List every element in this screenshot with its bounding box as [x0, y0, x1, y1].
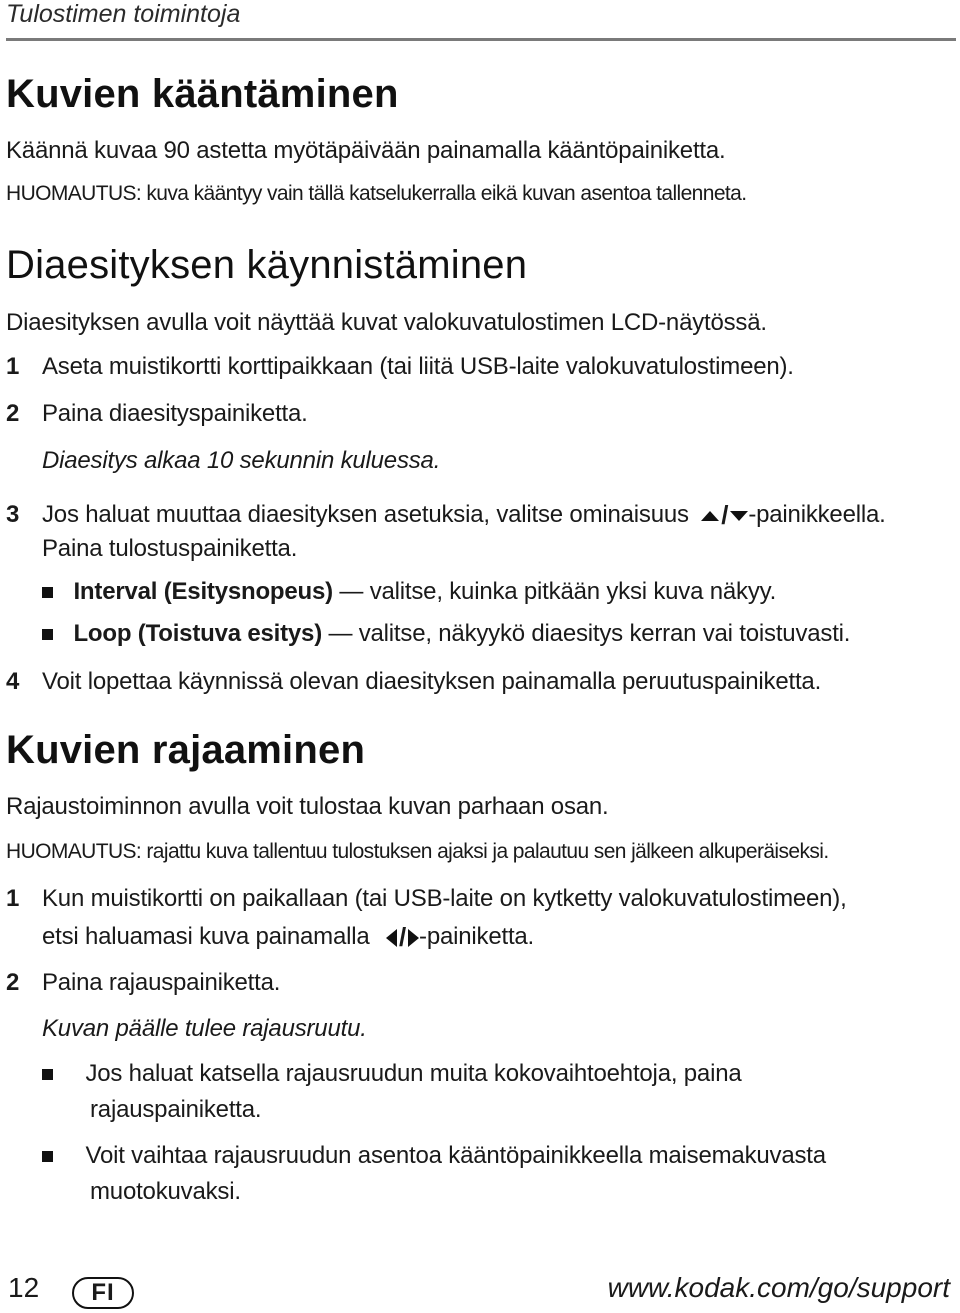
slash-separator: / [721, 500, 729, 530]
up-arrow-icon [701, 511, 719, 521]
slideshow-step-3-line2: Paina tulostuspainiketta. [42, 535, 298, 562]
rotate-intro: Käännä kuvaa 90 astetta myötäpäivään painamalla kääntöpainiketta. [6, 137, 726, 164]
bullet-text: — valitse, näkyykö diaesitys kerran vai toistuvasti. [321, 620, 851, 647]
step-text: Jos haluat muuttaa diaesityksen asetuksia, valitse ominaisuus [42, 500, 689, 528]
crop-step-2 [6, 969, 280, 997]
crop-bullet-size-line2: rajauspainiketta. [90, 1096, 262, 1123]
slideshow-bullet-interval [42, 578, 776, 606]
slideshow-step-2 [6, 400, 308, 428]
bullet-square-icon [42, 1069, 53, 1080]
slideshow-step-1 [6, 353, 794, 381]
slideshow-step-3 [6, 500, 886, 531]
crop-step-1 [6, 885, 847, 913]
step-number: 1 [6, 353, 20, 380]
step-text: Paina rajauspainiketta. [42, 969, 281, 996]
right-arrow-icon [408, 929, 419, 947]
bullet-text: Voit vaihtaa rajausruudun asentoa kääntöpainikkeella maisemakuvasta [85, 1142, 826, 1169]
step-text: etsi haluamasi kuva painamalla [42, 922, 370, 950]
slideshow-intro: Diaesityksen avulla voit näyttää kuvat valokuvatulostimen LCD-näytössä. [6, 309, 767, 336]
bullet-square-icon [42, 629, 53, 640]
step-text: Kun muistikortti on paikallaan (tai USB-laite on kytketty valokuvatulostimeen), [42, 885, 847, 912]
step-text: Aseta muistikortti korttipaikkaan (tai liitä USB-laite valokuvatulostimeen). [42, 353, 794, 380]
page-number: 12 [8, 1272, 40, 1303]
left-arrow-icon [386, 929, 397, 947]
heading-slideshow: Diaesityksen käynnistäminen [6, 243, 528, 287]
step-number: 1 [6, 885, 20, 912]
heading-crop: Kuvien rajaaminen [6, 728, 366, 772]
bullet-text: Jos haluat katsella rajausruudun muita kokovaihtoehtoja, paina [85, 1060, 742, 1087]
bullet-text: — valitse, kuinka pitkään yksi kuva näkyy. [332, 578, 777, 605]
down-arrow-icon [730, 511, 748, 521]
support-url: www.kodak.com/go/support [607, 1272, 950, 1303]
step-number: 3 [6, 500, 20, 528]
slash-separator: / [399, 922, 407, 952]
crop-note: HUOMAUTUS: rajattu kuva tallentuu tulostuksen ajaksi ja palautuu sen jälkeen alkuperäiseksi. [6, 840, 829, 863]
crop-intro: Rajaustoiminnon avulla voit tulostaa kuvan parhaan osan. [6, 793, 609, 820]
step-text-suffix: -painikkeella. [748, 500, 886, 528]
rotate-note: HUOMAUTUS: kuva kääntyy vain tällä katselukerralla eikä kuvan asentoa tallenneta. [6, 182, 747, 205]
step-number: 2 [6, 969, 20, 996]
header-rule [6, 38, 956, 41]
slideshow-bullet-loop [42, 620, 850, 648]
step-text-suffix: -painiketta. [419, 922, 535, 950]
bullet-term: Loop (Toistuva esitys) [73, 620, 322, 647]
bullet-square-icon [42, 1151, 53, 1162]
slideshow-step-2-result: Diaesitys alkaa 10 sekunnin kuluessa. [42, 447, 441, 474]
bullet-square-icon [42, 587, 53, 598]
language-badge: FI [72, 1277, 134, 1309]
crop-bullet-orientation [42, 1142, 826, 1170]
crop-bullet-orientation-line2: muotokuvaksi. [90, 1178, 241, 1205]
step-number: 2 [6, 400, 20, 427]
crop-step-1-line2 [42, 922, 534, 953]
step-text: Paina diaesityspainiketta. [42, 400, 308, 427]
heading-rotate: Kuvien kääntäminen [6, 72, 399, 116]
step-text: Voit lopettaa käynnissä olevan diaesityksen painamalla peruutuspainiketta. [42, 668, 822, 695]
crop-bullet-size [42, 1060, 742, 1088]
slideshow-step-4 [6, 668, 821, 696]
step-number: 4 [6, 668, 20, 695]
crop-step-2-result: Kuvan päälle tulee rajausruutu. [42, 1015, 367, 1042]
running-header: Tulostimen toimintoja [6, 0, 241, 28]
bullet-term: Interval (Esitysnopeus) [73, 578, 333, 605]
